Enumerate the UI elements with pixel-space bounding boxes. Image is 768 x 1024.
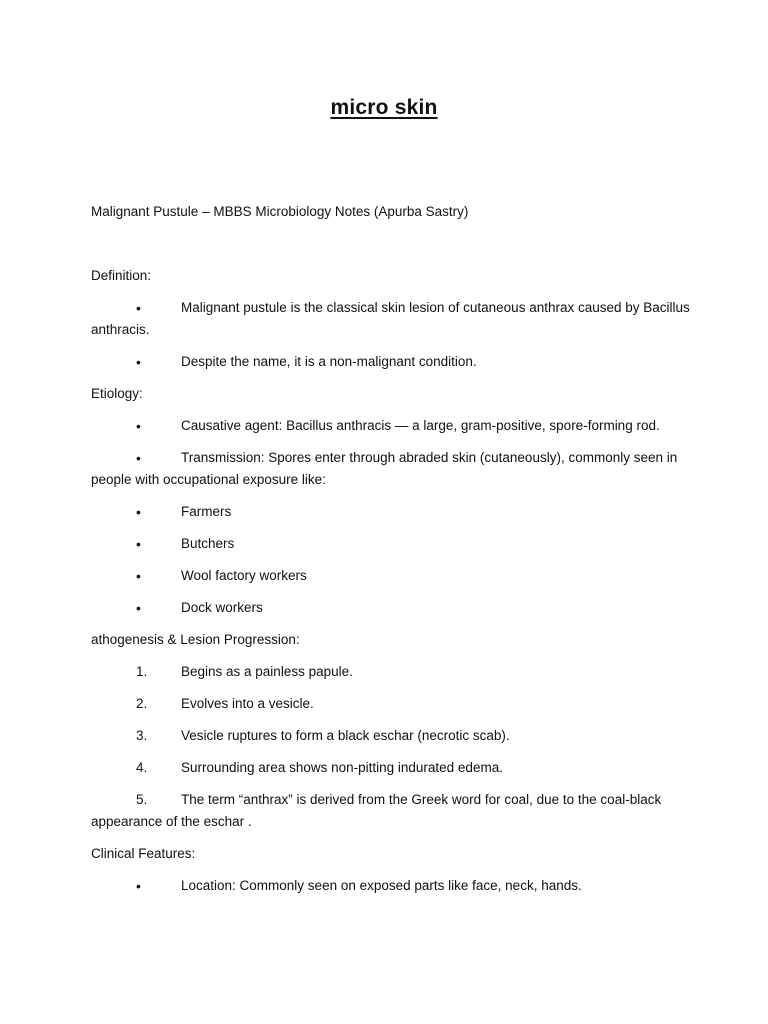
bullet-marker: •	[136, 300, 141, 316]
list-item-text: Dock workers	[181, 600, 263, 615]
bullet-marker: •	[136, 450, 141, 466]
list-item	[91, 297, 691, 341]
list-item-text: Location: Commonly seen on exposed parts like face, neck, hands.	[181, 878, 582, 893]
list-item-text: Vesicle ruptures to form a black eschar (necrotic scab).	[181, 728, 510, 743]
section-heading-etiology: Etiology:	[91, 386, 143, 401]
list-item-text: Causative agent: Bacillus anthracis — a large, gram-positive, spore-forming rod.	[181, 418, 660, 433]
numbered-item	[91, 757, 691, 779]
numbered-item	[91, 725, 691, 747]
list-item	[91, 533, 691, 555]
section-heading-definition: Definition:	[91, 268, 152, 283]
item-number: 3.	[136, 728, 148, 743]
list-item-text: Wool factory workers	[181, 568, 307, 583]
item-number: 2.	[136, 696, 148, 711]
list-item-text: Transmission: Spores enter through abraded skin (cutaneously), commonly seen in people with occupational exposure like:	[91, 450, 678, 487]
bullet-marker: •	[136, 504, 141, 520]
list-item-text: Farmers	[181, 504, 232, 519]
list-item-text: Surrounding area shows non-pitting indurated edema.	[181, 760, 503, 775]
list-item	[91, 415, 691, 437]
bullet-marker: •	[136, 600, 141, 616]
list-item	[91, 447, 691, 491]
bullet-marker: •	[136, 418, 141, 434]
document-title: micro skin	[330, 96, 438, 119]
bullet-marker: •	[136, 568, 141, 584]
section-heading-clinical: Clinical Features:	[91, 846, 196, 861]
item-number: 4.	[136, 760, 148, 775]
spacer	[91, 223, 691, 265]
list-item	[91, 351, 691, 373]
list-item-text: Begins as a painless papule.	[181, 664, 353, 679]
list-item-text: Malignant pustule is the classical skin lesion of cutaneous anthrax caused by Bacillus anthracis.	[91, 300, 690, 337]
list-item	[91, 565, 691, 587]
section-heading-pathogenesis: athogenesis & Lesion Progression:	[91, 632, 300, 647]
list-item	[91, 875, 691, 897]
document-body	[91, 201, 691, 897]
numbered-item	[91, 693, 691, 715]
list-item	[91, 501, 691, 523]
document-subtitle: Malignant Pustule – MBBS Microbiology Notes (Apurba Sastry)	[91, 204, 469, 219]
numbered-item	[91, 661, 691, 683]
bullet-marker: •	[136, 878, 141, 894]
bullet-marker: •	[136, 354, 141, 370]
item-number: 5.	[136, 792, 148, 807]
numbered-item	[91, 789, 691, 833]
list-item-text: Butchers	[181, 536, 235, 551]
bullet-marker: •	[136, 536, 141, 552]
item-number: 1.	[136, 664, 148, 679]
list-item-text: The term “anthrax” is derived from the Greek word for coal, due to the coal-black appearance of the eschar .	[91, 792, 662, 829]
list-item-text: Despite the name, it is a non-malignant condition.	[181, 354, 477, 369]
list-item-text: Evolves into a vesicle.	[181, 696, 314, 711]
list-item	[91, 597, 691, 619]
